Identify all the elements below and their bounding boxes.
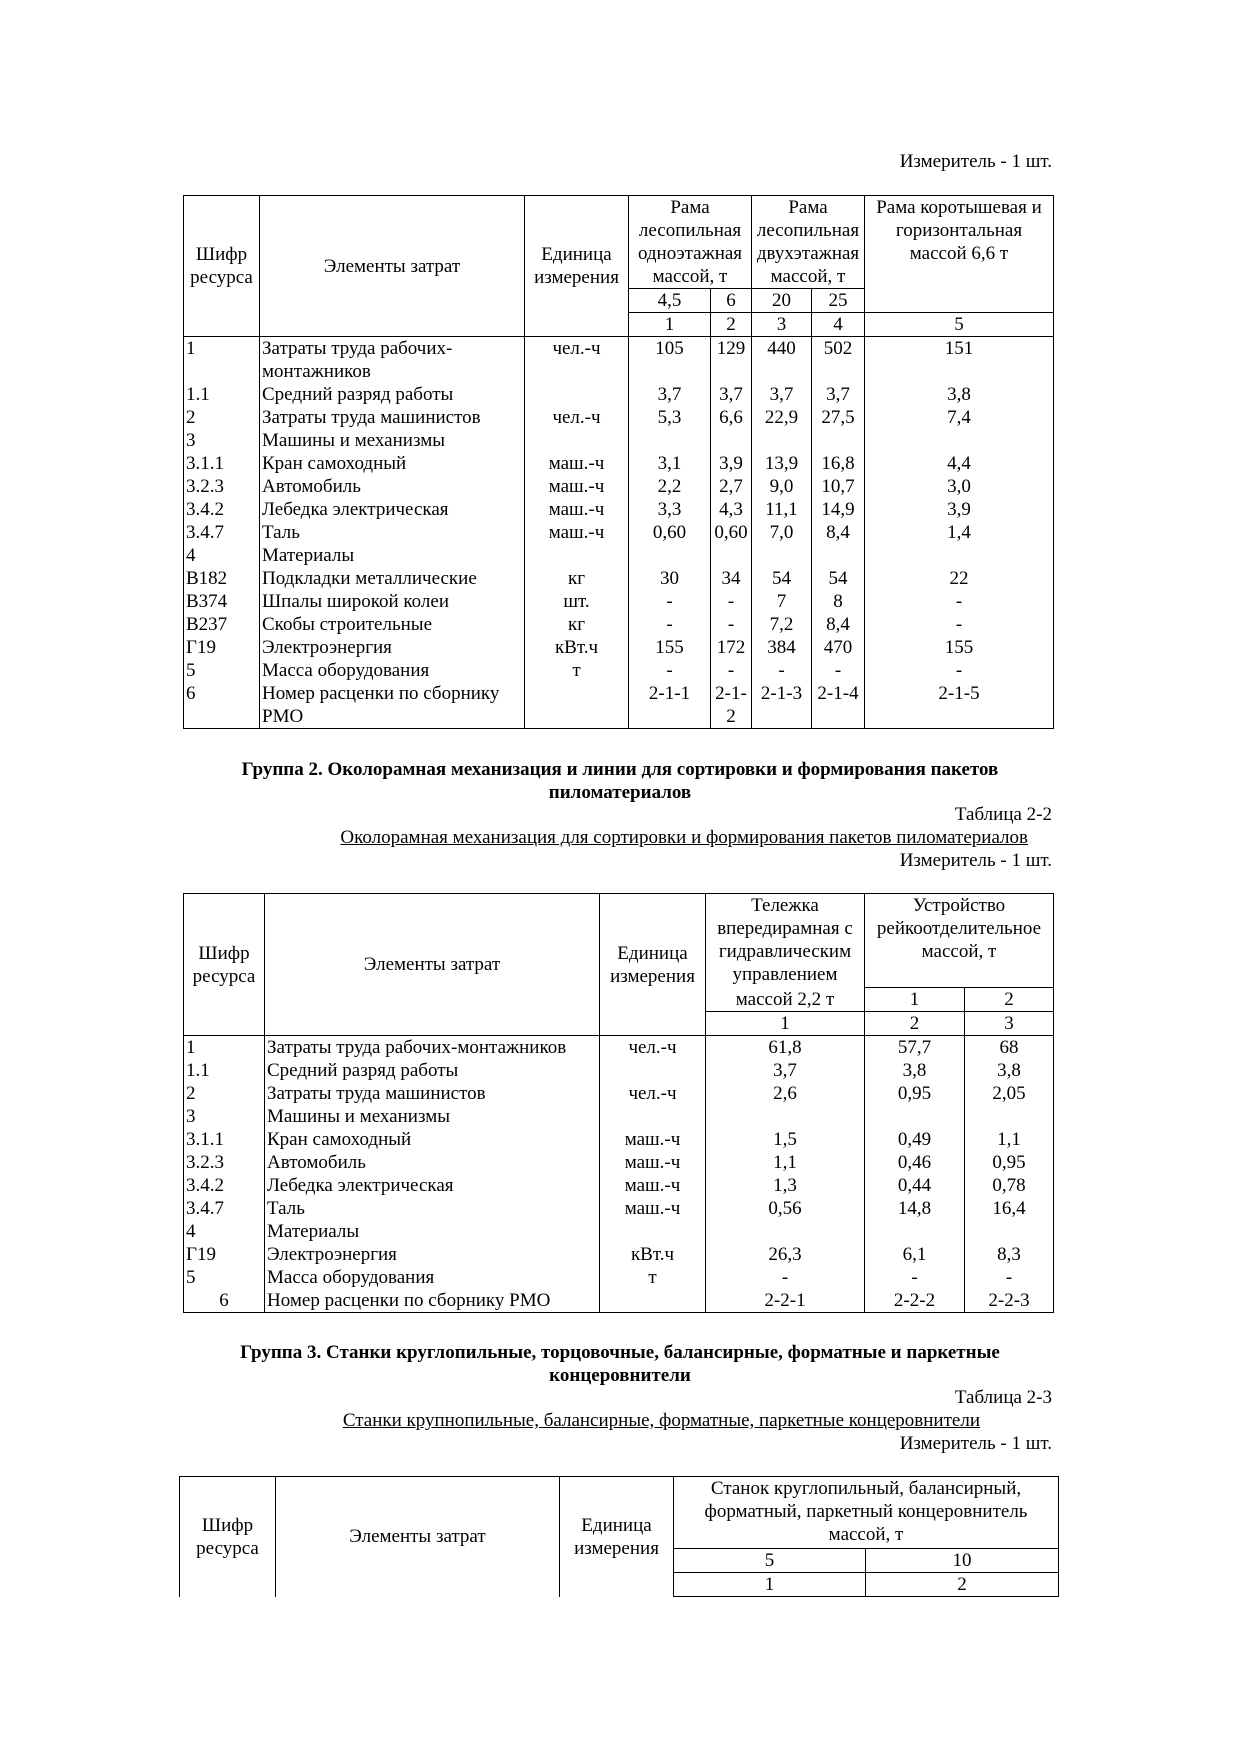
row-code: 3.2.3 (184, 1151, 265, 1174)
row-unit (525, 429, 629, 452)
row-value: 2,2 (629, 475, 711, 498)
mass-cell: 6 (711, 289, 752, 313)
row-value: 7,4 (865, 406, 1054, 429)
row-value (865, 1105, 965, 1128)
row-value (706, 1220, 865, 1243)
table-row (184, 1174, 1054, 1197)
row-code: 3.4.7 (184, 521, 260, 544)
row-value: 0,95 (965, 1151, 1054, 1174)
row-value: 7 (752, 590, 812, 613)
row-name: Материалы (265, 1220, 600, 1243)
row-value (752, 544, 812, 567)
table-row (184, 337, 1054, 384)
row-value: - (865, 590, 1054, 613)
table-row (184, 1220, 1054, 1243)
header-code: Шифр ресурса (184, 196, 260, 337)
row-value (711, 544, 752, 567)
row-name: Материалы (260, 544, 525, 567)
row-unit: маш.-ч (525, 498, 629, 521)
row-code: 3.2.3 (184, 475, 260, 498)
table-row (184, 1082, 1054, 1105)
row-name: Автомобиль (265, 1151, 600, 1174)
table-2-3-caption: Станки крупнопильные, балансирные, форматные, паркетные концеровнители (342, 1410, 980, 1431)
t1-unit-label: Измеритель - 1 шт. (899, 151, 1052, 172)
row-value: 8,3 (965, 1243, 1054, 1266)
row-value: 151 (865, 337, 1054, 384)
row-code: 4 (184, 1220, 265, 1243)
row-value: 2-1-5 (865, 682, 1054, 729)
table-2-2-body (184, 1036, 1054, 1313)
row-value: - (629, 659, 711, 682)
mass-cell: 5 (674, 1549, 866, 1573)
row-value: 16,4 (965, 1197, 1054, 1220)
row-value: 6,6 (711, 406, 752, 429)
row-value (752, 429, 812, 452)
table-row (184, 636, 1054, 659)
row-name: Электроэнергия (260, 636, 525, 659)
row-value: - (865, 659, 1054, 682)
row-value: 2-1-2 (711, 682, 752, 729)
row-value: 3,8 (865, 383, 1054, 406)
row-value: 14,9 (812, 498, 865, 521)
row-value (965, 1105, 1054, 1128)
table-row (184, 1266, 1054, 1289)
row-value: 3,8 (865, 1059, 965, 1082)
row-value: - (752, 659, 812, 682)
mass-cell: 2 (965, 988, 1054, 1012)
t2-unit-label: Измеритель - 1 шт. (899, 850, 1052, 871)
row-name: Затраты труда рабочих-монтажников (260, 337, 525, 384)
row-value: - (706, 1266, 865, 1289)
row-code: В374 (184, 590, 260, 613)
row-unit: маш.-ч (525, 521, 629, 544)
row-name: Номер расценки по сборнику РМО (265, 1289, 600, 1313)
row-unit (600, 1059, 706, 1082)
table-row (184, 1128, 1054, 1151)
col-num: 2 (865, 1012, 965, 1036)
col-num: 3 (752, 313, 812, 337)
t3-unit-label: Измеритель - 1 шт. (899, 1433, 1052, 1454)
col-num: 4 (812, 313, 865, 337)
row-name: Таль (265, 1197, 600, 1220)
row-value (865, 1220, 965, 1243)
row-value (629, 429, 711, 452)
header-unit: Единица измерения (560, 1477, 674, 1597)
row-unit: кг (525, 613, 629, 636)
col-num: 1 (706, 1012, 865, 1036)
row-value (865, 544, 1054, 567)
header-saw-machine: Станок круглопильный, балансирный, форматный, паркетный концеровнитель массой, т (674, 1477, 1059, 1549)
row-unit (600, 1220, 706, 1243)
row-value: 0,78 (965, 1174, 1054, 1197)
row-value: 1,4 (865, 521, 1054, 544)
group3-title: Группа 3. Станки круглопильные, торцовочные, балансирные, форматные и паркетные концеровнители (240, 1342, 1000, 1386)
row-name: Автомобиль (260, 475, 525, 498)
row-value: 3,7 (629, 383, 711, 406)
row-value: 0,44 (865, 1174, 965, 1197)
row-name: Лебедка электрическая (260, 498, 525, 521)
header-elements: Элементы затрат (276, 1477, 560, 1597)
row-value (812, 429, 865, 452)
row-unit: маш.-ч (525, 475, 629, 498)
row-value: - (629, 613, 711, 636)
row-name: Подкладки металлические (260, 567, 525, 590)
row-name: Затраты труда рабочих-монтажников (265, 1036, 600, 1060)
row-value: 3,9 (865, 498, 1054, 521)
row-code: 2 (184, 406, 260, 429)
row-unit: чел.-ч (600, 1082, 706, 1105)
row-unit: маш.-ч (600, 1151, 706, 1174)
row-code: 5 (184, 659, 260, 682)
row-name: Электроэнергия (265, 1243, 600, 1266)
col-num: 3 (965, 1012, 1054, 1036)
row-code: 3.4.2 (184, 498, 260, 521)
row-code: 1.1 (184, 383, 260, 406)
row-name: Средний разряд работы (265, 1059, 600, 1082)
row-value: 105 (629, 337, 711, 384)
row-name: Затраты труда машинистов (265, 1082, 600, 1105)
row-value: 34 (711, 567, 752, 590)
row-value: 7,0 (752, 521, 812, 544)
row-unit (600, 1289, 706, 1313)
row-code: 3.1.1 (184, 452, 260, 475)
header-unit: Единица измерения (525, 196, 629, 337)
mass-cell: 1 (865, 988, 965, 1012)
row-value: 3,7 (812, 383, 865, 406)
table-row (184, 475, 1054, 498)
table-2-3-caption-wrap (180, 1409, 980, 1432)
row-value: 3,0 (865, 475, 1054, 498)
row-code: 3 (184, 1105, 265, 1128)
row-value: 384 (752, 636, 812, 659)
row-unit: кВт.ч (525, 636, 629, 659)
row-value: 0,95 (865, 1082, 965, 1105)
table-2-3 (179, 1476, 1059, 1597)
header-cart-mass: массой 2,2 т (706, 988, 865, 1012)
row-code: Г19 (184, 636, 260, 659)
table-row (184, 1059, 1054, 1082)
table-2-2-caption: Околорамная механизация для сортировки и формирования пакетов пиломатериалов (340, 827, 1028, 848)
row-value: 3,3 (629, 498, 711, 521)
row-name: Лебедка электрическая (265, 1174, 600, 1197)
row-value (965, 1220, 1054, 1243)
row-value: 1,5 (706, 1128, 865, 1151)
row-unit: кВт.ч (600, 1243, 706, 1266)
table-row (184, 1036, 1054, 1060)
row-value (706, 1105, 865, 1128)
table-2-1 (183, 195, 1054, 729)
row-value: 6,1 (865, 1243, 965, 1266)
mass-cell: 25 (812, 289, 865, 313)
row-value: - (711, 613, 752, 636)
row-code: 1.1 (184, 1059, 265, 1082)
table-2-1-body (184, 337, 1054, 729)
table-row (184, 659, 1054, 682)
row-value: 2-2-3 (965, 1289, 1054, 1313)
row-value: - (865, 613, 1054, 636)
row-value: 172 (711, 636, 752, 659)
table-row (184, 590, 1054, 613)
row-value: 54 (812, 567, 865, 590)
row-value: 440 (752, 337, 812, 384)
row-unit: т (525, 659, 629, 682)
row-unit (525, 682, 629, 729)
row-value: 2-1-1 (629, 682, 711, 729)
row-value: 30 (629, 567, 711, 590)
row-unit: чел.-ч (525, 337, 629, 384)
row-code: 1 (184, 1036, 265, 1060)
row-value (629, 544, 711, 567)
row-name: Кран самоходный (265, 1128, 600, 1151)
row-value: 26,3 (706, 1243, 865, 1266)
row-value: 470 (812, 636, 865, 659)
table-row (184, 613, 1054, 636)
mass-cell: 10 (866, 1549, 1059, 1573)
row-name: Шпалы широкой колеи (260, 590, 525, 613)
row-value: 3,7 (752, 383, 812, 406)
table-row (184, 1243, 1054, 1266)
row-value: 1,3 (706, 1174, 865, 1197)
row-value: 22 (865, 567, 1054, 590)
row-value: - (629, 590, 711, 613)
table-row (184, 1289, 1054, 1313)
row-value: 0,60 (629, 521, 711, 544)
header-unit: Единица измерения (600, 894, 706, 1036)
row-value: 27,5 (812, 406, 865, 429)
row-name: Кран самоходный (260, 452, 525, 475)
row-value: 3,7 (711, 383, 752, 406)
row-unit (600, 1105, 706, 1128)
row-name: Масса оборудования (260, 659, 525, 682)
row-value: 1,1 (706, 1151, 865, 1174)
table-row (184, 544, 1054, 567)
row-unit: шт. (525, 590, 629, 613)
row-code: 2 (184, 1082, 265, 1105)
col-num: 2 (866, 1573, 1059, 1597)
row-value: 61,8 (706, 1036, 865, 1060)
row-value: - (965, 1266, 1054, 1289)
table-2-2-number: Таблица 2-2 (954, 804, 1052, 825)
row-value (711, 429, 752, 452)
row-code: Г19 (184, 1243, 265, 1266)
row-value: 502 (812, 337, 865, 384)
row-unit (525, 544, 629, 567)
row-code: 3.4.2 (184, 1174, 265, 1197)
row-value: 2-2-1 (706, 1289, 865, 1313)
row-value: - (865, 1266, 965, 1289)
row-value: - (711, 590, 752, 613)
header-rail-separator: Устройство рейкоотделительное массой, т (865, 894, 1054, 988)
row-code: 4 (184, 544, 260, 567)
table-row (184, 1151, 1054, 1174)
table-row (184, 1197, 1054, 1220)
row-unit (525, 383, 629, 406)
row-value: 57,7 (865, 1036, 965, 1060)
row-value: 2-1-4 (812, 682, 865, 729)
row-code: 3.4.7 (184, 1197, 265, 1220)
table-row (184, 498, 1054, 521)
row-value: 54 (752, 567, 812, 590)
table-row (184, 682, 1054, 729)
row-value: 13,9 (752, 452, 812, 475)
row-value: 0,56 (706, 1197, 865, 1220)
row-value: 0,46 (865, 1151, 965, 1174)
row-code: 1 (184, 337, 260, 384)
row-code: В182 (184, 567, 260, 590)
row-value: 2,6 (706, 1082, 865, 1105)
header-frame-double: Рама лесопильная двухэтажная массой, т (752, 196, 865, 289)
row-value: 0,60 (711, 521, 752, 544)
row-name: Скобы строительные (260, 613, 525, 636)
row-name: Машины и механизмы (265, 1105, 600, 1128)
table-row (184, 406, 1054, 429)
group2-title: Группа 2. Околорамная механизация и линии для сортировки и формирования пакетов пиломатериалов (241, 759, 999, 803)
header-elements: Элементы затрат (265, 894, 600, 1036)
row-value: 0,49 (865, 1128, 965, 1151)
row-value: 3,7 (706, 1059, 865, 1082)
row-value: 4,3 (711, 498, 752, 521)
row-value: 11,1 (752, 498, 812, 521)
table-row (184, 429, 1054, 452)
row-unit: маш.-ч (525, 452, 629, 475)
row-value: 2-2-2 (865, 1289, 965, 1313)
row-value: 3,1 (629, 452, 711, 475)
row-unit: маш.-ч (600, 1174, 706, 1197)
row-name: Номер расценки по сборнику РМО (260, 682, 525, 729)
table-row (184, 521, 1054, 544)
col-num: 1 (674, 1573, 866, 1597)
row-name: Таль (260, 521, 525, 544)
col-num: 1 (629, 313, 711, 337)
row-value: 8,4 (812, 521, 865, 544)
row-value: 7,2 (752, 613, 812, 636)
table-row (184, 383, 1054, 406)
header-code: Шифр ресурса (180, 1477, 276, 1597)
row-value: 14,8 (865, 1197, 965, 1220)
row-value: 2-1-3 (752, 682, 812, 729)
row-code: 3 (184, 429, 260, 452)
row-code: 5 (184, 1266, 265, 1289)
header-code: Шифр ресурса (184, 894, 265, 1036)
row-value: - (711, 659, 752, 682)
mass-cell: 20 (752, 289, 812, 313)
row-value: 8,4 (812, 613, 865, 636)
row-value: 155 (629, 636, 711, 659)
row-code: 3.1.1 (184, 1128, 265, 1151)
row-value: 5,3 (629, 406, 711, 429)
header-elements: Элементы затрат (260, 196, 525, 337)
row-name: Масса оборудования (265, 1266, 600, 1289)
row-value: - (812, 659, 865, 682)
row-value: 129 (711, 337, 752, 384)
table-2-2 (183, 893, 1054, 1313)
row-unit: маш.-ч (600, 1197, 706, 1220)
header-frame-single: Рама лесопильная одноэтажная массой, т (629, 196, 752, 289)
row-value: 2,7 (711, 475, 752, 498)
row-value: 16,8 (812, 452, 865, 475)
row-unit: кг (525, 567, 629, 590)
row-unit: чел.-ч (525, 406, 629, 429)
row-value (865, 429, 1054, 452)
row-value: 8 (812, 590, 865, 613)
row-name: Средний разряд работы (260, 383, 525, 406)
table-row (184, 567, 1054, 590)
col-num: 5 (865, 313, 1054, 337)
row-unit: чел.-ч (600, 1036, 706, 1060)
row-unit: маш.-ч (600, 1128, 706, 1151)
row-name: Машины и механизмы (260, 429, 525, 452)
row-unit: т (600, 1266, 706, 1289)
row-value: 3,9 (711, 452, 752, 475)
header-cart: Тележка впередирамная с гидравлическим управлением (706, 894, 865, 988)
row-name: Затраты труда машинистов (260, 406, 525, 429)
row-value (812, 544, 865, 567)
row-value: 2,05 (965, 1082, 1054, 1105)
row-value: 3,8 (965, 1059, 1054, 1082)
table-2-2-caption-wrap (180, 826, 1028, 849)
row-value: 22,9 (752, 406, 812, 429)
row-value: 4,4 (865, 452, 1054, 475)
row-code: 6 (184, 682, 260, 729)
row-value: 68 (965, 1036, 1054, 1060)
mass-cell: 4,5 (629, 289, 711, 313)
row-code: 6 (184, 1289, 265, 1313)
row-code: В237 (184, 613, 260, 636)
col-num: 2 (711, 313, 752, 337)
header-frame-short: Рама коротышевая и горизонтальная массой 6,6 т (865, 196, 1054, 313)
row-value: 155 (865, 636, 1054, 659)
row-value: 10,7 (812, 475, 865, 498)
row-value: 1,1 (965, 1128, 1054, 1151)
table-row (184, 452, 1054, 475)
row-value: 9,0 (752, 475, 812, 498)
table-2-3-number: Таблица 2-3 (954, 1387, 1052, 1408)
table-row (184, 1105, 1054, 1128)
